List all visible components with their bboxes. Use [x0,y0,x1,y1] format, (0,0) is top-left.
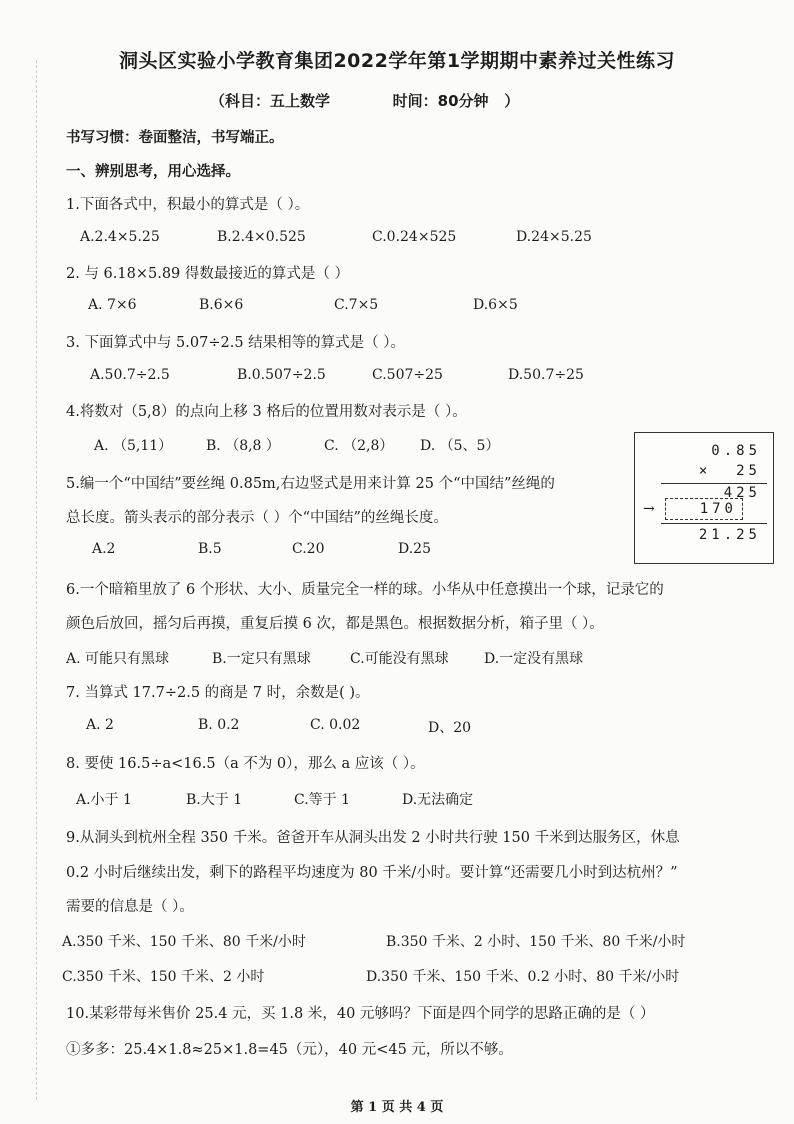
question-2-option-c: C.7×5 [334,297,379,313]
question-4-option-d: D. （5、5） [420,438,500,454]
question-5-option-d: D.25 [398,541,431,557]
question-5-option-b: B.5 [198,541,222,557]
question-10-idea-1: ①多多：25.4×1.8≈25×1.8=45（元），40 元<45 元，所以不够。 [66,1042,513,1058]
question-4-option-b: B. （8,8 ） [206,438,280,454]
question-4-stem: 4.将数对（5,8）的点向上移 3 格后的位置用数对表示是（ ）。 [66,404,467,420]
question-7-option-b: B. 0.2 [198,717,240,733]
binding-margin-line [36,60,37,1100]
question-8-stem: 8. 要使 16.5÷a<16.5（a 不为 0），那么 a 应该（ ）。 [66,756,425,772]
question-10-stem: 10.某彩带每米售价 25.4 元，买 1.8 米，40 元够吗？下面是四个同学的思路正确的是（ ） [66,1006,655,1022]
question-2-option-b: B.6×6 [199,297,244,313]
calc-row-partial-1: 425 [723,485,761,501]
question-8-option-b: B.大于 1 [186,792,243,808]
question-6-option-d: D.一定没有黑球 [484,651,584,667]
question-6-stem-line-1: 6.一个暗箱里放了 6 个形状、大小、质量完全一样的球。小华从中任意摸出一个球，记录它的 [66,582,664,598]
question-5-option-a: A.2 [92,541,116,557]
question-1-option-a: A.2.4×5.25 [80,229,160,245]
question-9-option-c: C.350 千米、150 千米、2 小时 [62,969,265,985]
question-7-option-a: A. 2 [86,717,114,733]
question-6-option-a: A. 可能只有黑球 [66,651,170,667]
question-5-stem-line-2: 总长度。箭头表示的部分表示（ ）个“中国结”的丝绳长度。 [66,510,448,526]
page-number: 第 1 页 共 4 页 [350,1100,444,1115]
question-7-stem: 7. 当算式 17.7÷2.5 的商是 7 时，余数是( )。 [66,685,370,701]
question-9-option-d: D.350 千米、150 千米、0.2 小时、80 千米/小时 [366,969,680,985]
question-8-option-a: A.小于 1 [76,792,132,808]
page-title: 洞头区实验小学教育集团2022学年第1学期期中素养过关性练习 [118,50,676,72]
question-5-stem-line-1: 5.编一个“中国结”要丝绳 0.85m,右边竖式是用来计算 25 个“中国结”丝绳的 [66,476,555,492]
exam-subtitle: （科目：五上数学 时间：80分钟 ） [210,92,520,110]
question-1-option-c: C.0.24×525 [372,229,457,245]
calc-row-product: 21.25 [698,527,761,543]
section-heading-1: 一、辨别思考，用心选择。 [66,164,240,180]
question-4-option-c: C. （2,8） [324,438,394,454]
question-2-option-a: A. 7×6 [88,297,137,313]
question-3-option-d: D.50.7÷25 [508,367,584,383]
question-8-option-d: D.无法确定 [402,792,474,808]
vertical-multiplication-box [634,432,774,564]
calc-row-partial-2: 170 [699,501,737,517]
question-1-stem: 1.下面各式中，积最小的算式是（ ）。 [66,197,310,213]
question-1-option-d: D.24×5.25 [516,229,592,245]
calc-rule-2 [661,523,767,524]
arrow-right-icon: → [643,501,655,517]
question-3-stem: 3. 下面算式中与 5.07÷2.5 结果相等的算式是（ ）。 [66,335,406,351]
question-9-option-a: A.350 千米、150 千米、80 千米/小时 [62,934,306,950]
calc-row-multiplier: × 25 [698,463,761,479]
question-4-option-a: A. （5,11） [94,438,173,454]
writing-habit-note: 书写习惯：卷面整洁，书写端正。 [66,129,284,146]
question-7-option-d: D、20 [428,720,472,736]
question-7-option-c: C. 0.02 [310,717,361,733]
question-9-stem-line-3: 需要的信息是（ ）。 [66,899,194,915]
question-6-stem-line-2: 颜色后放回，摇匀后再摸，重复后摸 6 次，都是黑色。根据数据分析，箱子里（ ）。 [66,616,604,632]
question-9-stem-line-2: 0.2 小时后继续出发，剩下的路程平均速度为 80 千米/小时。要计算“还需要几小时到达杭州？” [66,865,678,881]
question-1-option-b: B.2.4×0.525 [217,229,306,245]
question-2-stem: 2. 与 6.18×5.89 得数最接近的算式是（ ） [66,266,349,282]
question-9-option-b: B.350 千米、2 小时、150 千米、80 千米/小时 [386,934,686,950]
calc-row-multiplicand: 0.85 [711,443,761,459]
question-8-option-c: C.等于 1 [294,792,351,808]
calc-rule-1 [661,483,767,484]
question-5-option-c: C.20 [292,541,325,557]
question-3-option-b: B.0.507÷2.5 [237,367,326,383]
question-6-option-b: B.一定只有黑球 [212,651,311,667]
question-9-stem-line-1: 9.从洞头到杭州全程 350 千米。爸爸开车从洞头出发 2 小时共行驶 150 千米到达服务区，休息 [66,830,680,846]
question-3-option-a: A.50.7÷2.5 [90,367,170,383]
question-2-option-d: D.6×5 [473,297,518,313]
question-3-option-c: C.507÷25 [372,367,443,383]
question-6-option-c: C.可能没有黑球 [350,651,449,667]
